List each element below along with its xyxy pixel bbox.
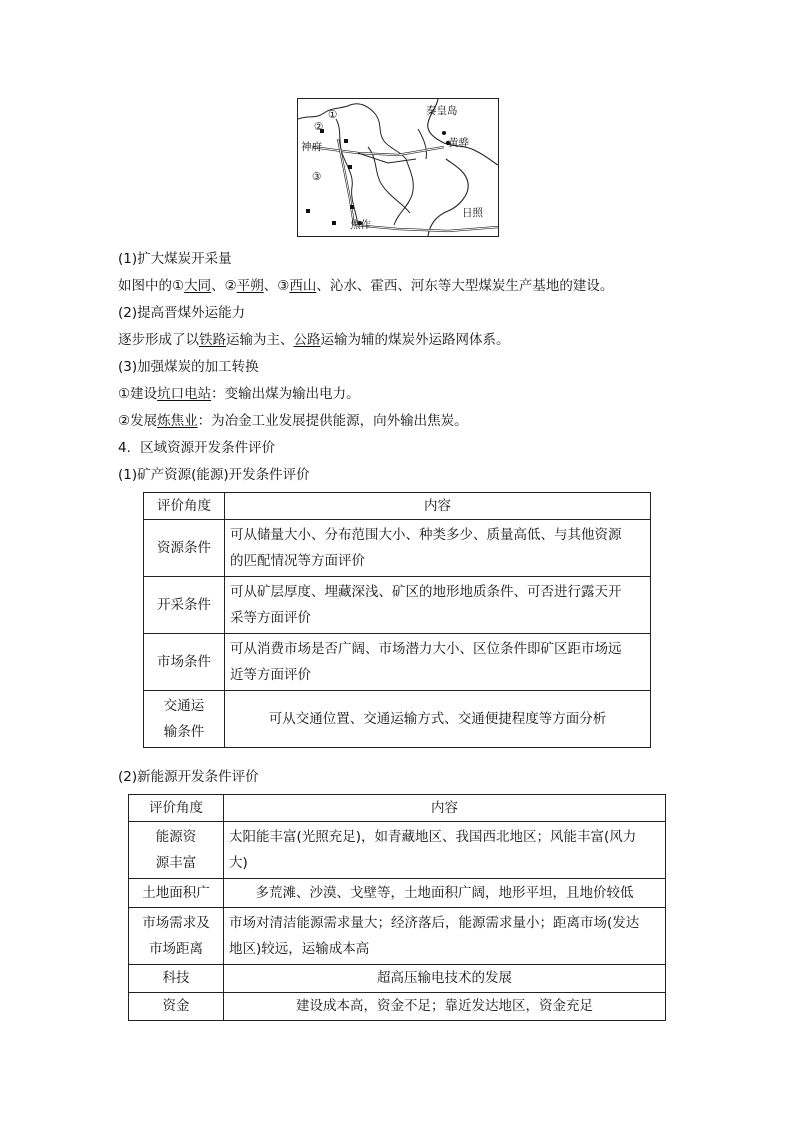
text-segment: 运输为辅的煤炭外运路网体系。 (320, 332, 510, 348)
cell-text: 开采条件 (157, 597, 211, 613)
cell-text: 市场条件 (157, 654, 211, 670)
text-segment: 逐步形成了以 (118, 332, 199, 348)
table-row (144, 691, 651, 748)
table-header-cell: 内容 (225, 493, 651, 520)
table-cell-content (224, 879, 666, 908)
section-2-text (118, 331, 510, 349)
keyword-xishan: 西山 (289, 278, 317, 294)
table-cell-content (224, 908, 666, 965)
table-row (129, 879, 666, 908)
table-cell-key (129, 822, 224, 879)
table-cell-content (225, 577, 651, 634)
map-label-rizhao: 日照 (462, 207, 483, 219)
text-segment: 、② (211, 278, 237, 294)
table-cell-content (224, 822, 666, 879)
coal-transport-map (297, 98, 499, 237)
cell-text: 近等方面评价 (230, 667, 311, 683)
text-segment: ：变输出煤为输出电力。 (211, 386, 360, 402)
new-energy-evaluation-table (128, 794, 666, 1021)
text-segment: ②发展 (118, 413, 158, 429)
table-cell-key (144, 520, 225, 577)
cell-text: 输条件 (163, 724, 205, 740)
text-segment: 运输为主、 (226, 332, 294, 348)
map-label-huanghua: 黄骅 (448, 137, 469, 149)
section-1-heading: (1)扩大煤炭开采量 (118, 251, 232, 267)
section-4-sub-1: (1)矿产资源(能源)开发条件评价 (118, 467, 310, 483)
section-3-item-1 (118, 385, 360, 403)
cell-text: 资金 (162, 998, 190, 1014)
text-segment: 、③ (263, 278, 290, 294)
section-2-heading: (2)提高晋煤外运能力 (118, 305, 246, 321)
keyword-pingshuo: 平朔 (236, 278, 264, 294)
section-4-sub-2: (2)新能源开发条件评价 (118, 769, 259, 785)
text-segment: 如图中的① (118, 278, 185, 294)
cell-text: 建设成本高，资金不足；靠近发达地区，资金充足 (296, 998, 593, 1014)
table-cell-content (224, 965, 666, 993)
table-header-cell: 内容 (224, 795, 666, 822)
table-cell-key (129, 908, 224, 965)
table-cell-key (129, 993, 224, 1021)
cell-text: 市场需求及 (142, 915, 210, 931)
cell-text: 科技 (162, 970, 190, 986)
cell-text: 交通运 (163, 698, 205, 714)
table-row (129, 965, 666, 993)
table-header-row (129, 795, 666, 822)
table-cell-key (144, 634, 225, 691)
table-row (144, 634, 651, 691)
cell-text: 可从矿层厚度、埋藏深浅、矿区的地形地质条件、可否进行露天开 (230, 584, 622, 600)
table-cell-key (129, 879, 224, 908)
text-segment: ：为冶金工业发展提供能源，向外输出焦炭。 (197, 413, 468, 429)
map-label-jiaozuo: 焦作 (350, 219, 371, 231)
cell-text: 大) (229, 855, 248, 871)
cell-text: 太阳能丰富(光照充足)，如青藏地区、我国西北地区；风能丰富(风力 (229, 829, 637, 845)
table-cell-key (144, 577, 225, 634)
cell-text: 多荒滩、沙漠、戈壁等，土地面积广阔，地形平坦，且地价较低 (255, 885, 634, 901)
map-label-qinhuangdao: 秦皇岛 (426, 105, 458, 117)
table-header-cell: 评价角度 (129, 795, 224, 822)
table-cell-content (224, 993, 666, 1021)
cell-text: 资源条件 (157, 540, 211, 556)
cell-text: 采等方面评价 (230, 610, 311, 626)
cell-text: 土地面积广 (142, 885, 210, 901)
section-4-heading: 4．区域资源开发条件评价 (118, 440, 276, 456)
keyword-datong: 大同 (184, 278, 212, 294)
text-segment: ①建设 (118, 386, 158, 402)
cell-text: 地区)较远，运输成本高 (229, 941, 370, 957)
map-label-shenfu: 神府 (301, 141, 322, 153)
table-header-row (144, 493, 651, 520)
map-label-base-3: ③ (312, 171, 322, 183)
table-row (144, 520, 651, 577)
section-3-item-2 (118, 412, 468, 430)
keyword-pithead-power: 坑口电站 (157, 386, 212, 402)
table-cell-key (129, 965, 224, 993)
cell-text: 的匹配情况等方面评价 (230, 553, 365, 569)
keyword-coking: 炼焦业 (157, 413, 198, 429)
cell-text: 源丰富 (155, 855, 197, 871)
table-cell-content (225, 520, 651, 577)
table-row (129, 993, 666, 1021)
map-label-base-1: ① (328, 109, 338, 121)
cell-text: 超高压输电技术的发展 (377, 970, 512, 986)
text-segment: 、沁水、霍西、河东等大型煤炭生产基地的建设。 (316, 278, 614, 294)
keyword-railway: 铁路 (199, 332, 226, 348)
cell-text: 市场对清洁能源需求量大；经济落后，能源需求量小；距离市场(发达 (229, 915, 640, 931)
mineral-evaluation-table (143, 492, 651, 748)
table-cell-content (225, 691, 651, 748)
cell-text: 可从消费市场是否广阔、市场潜力大小、区位条件即矿区距市场远 (230, 641, 622, 657)
cell-text: 可从储量大小、分布范围大小、种类多少、质量高低、与其他资源 (230, 527, 622, 543)
section-3-heading: (3)加强煤炭的加工转换 (118, 359, 259, 375)
cell-text: 可从交通位置、交通运输方式、交通便捷程度等方面分析 (268, 711, 607, 727)
table-cell-content (225, 634, 651, 691)
table-row (144, 577, 651, 634)
table-row (129, 822, 666, 879)
keyword-highway: 公路 (293, 332, 321, 348)
section-1-text (118, 277, 613, 295)
cell-text: 能源资 (155, 829, 197, 845)
cell-text: 市场距离 (149, 941, 203, 957)
table-cell-key (144, 691, 225, 748)
table-row (129, 908, 666, 965)
table-header-cell: 评价角度 (144, 493, 225, 520)
map-label-base-2: ② (314, 121, 324, 133)
